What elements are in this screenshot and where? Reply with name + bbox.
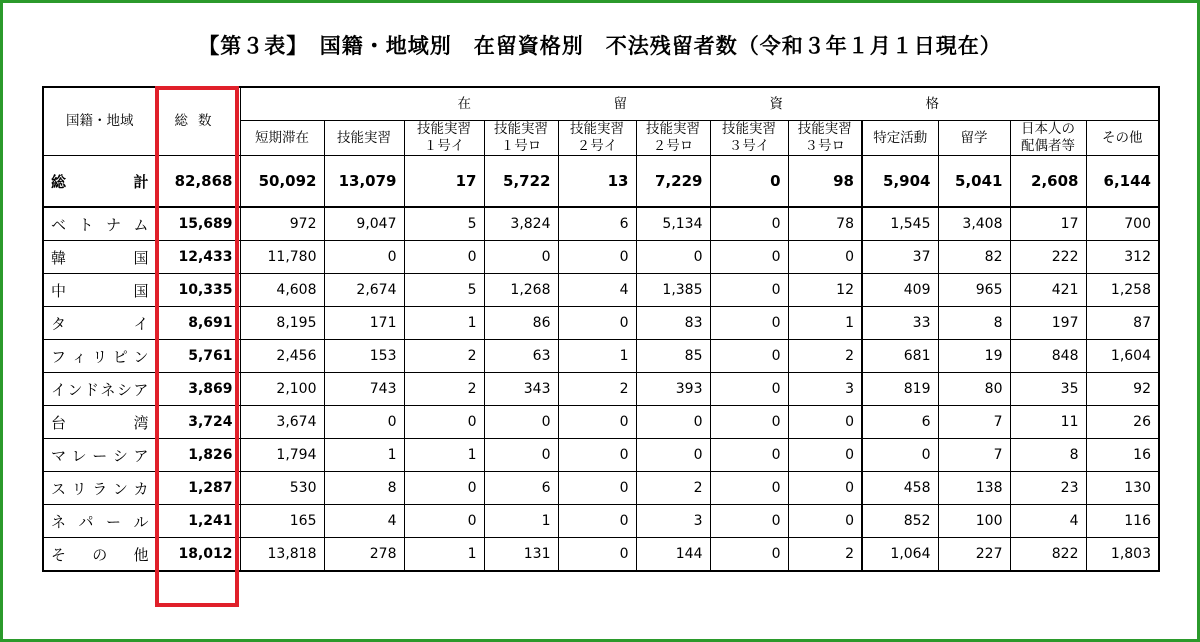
table-row [43, 538, 1159, 572]
value-cell: 92 [1086, 373, 1159, 406]
value-cell: 5 [404, 207, 484, 241]
total-cell: 8,691 [156, 307, 240, 340]
value-cell: 0 [558, 241, 636, 274]
country-char: ト [78, 215, 94, 234]
value-cell: 2 [404, 340, 484, 373]
value-cell: 0 [788, 472, 862, 505]
country-char: 韓 [51, 248, 67, 267]
country-cell [43, 373, 156, 406]
table-row [43, 241, 1159, 274]
value-cell: 2,456 [240, 340, 324, 373]
total-cell: 82,868 [156, 156, 240, 208]
value-cell: 98 [788, 156, 862, 208]
value-cell: 1,604 [1086, 340, 1159, 373]
value-cell: 63 [484, 340, 558, 373]
country-char: カ [133, 479, 149, 498]
value-cell: 2 [636, 472, 710, 505]
value-cell: 0 [710, 307, 788, 340]
value-cell: 0 [710, 472, 788, 505]
value-cell: 0 [324, 406, 404, 439]
table-row [43, 307, 1159, 340]
table-row [43, 505, 1159, 538]
value-cell: 700 [1086, 207, 1159, 241]
value-cell: 278 [324, 538, 404, 572]
residence-status-table [42, 86, 1160, 572]
country-label [51, 379, 149, 400]
value-cell: 0 [324, 241, 404, 274]
value-cell: 6 [862, 406, 938, 439]
table-row [43, 340, 1159, 373]
value-cell: 4 [558, 274, 636, 307]
value-cell: 165 [240, 505, 324, 538]
value-cell: 8 [324, 472, 404, 505]
value-cell: 0 [710, 274, 788, 307]
country-label [51, 412, 149, 433]
value-cell: 0 [710, 207, 788, 241]
value-cell: 23 [1010, 472, 1086, 505]
value-cell: 822 [1010, 538, 1086, 572]
value-cell: 1,794 [240, 439, 324, 472]
total-row [43, 156, 1159, 208]
country-char: 総 [51, 172, 67, 191]
value-cell: 819 [862, 373, 938, 406]
header-column: 技能実習 １号イ [404, 121, 484, 156]
country-char: ナ [105, 215, 121, 234]
header-column: 留学 [938, 121, 1010, 156]
country-cell [43, 340, 156, 373]
value-cell: 2 [788, 538, 862, 572]
total-cell: 15,689 [156, 207, 240, 241]
country-char: 国 [133, 248, 149, 267]
total-cell: 1,241 [156, 505, 240, 538]
status-group-char: 在 [457, 95, 473, 112]
value-cell: 0 [710, 156, 788, 208]
value-cell: 0 [404, 241, 484, 274]
value-cell: 0 [558, 307, 636, 340]
country-char: ラ [92, 479, 108, 498]
value-cell: 33 [862, 307, 938, 340]
country-char: シ [112, 446, 128, 465]
country-cell [43, 439, 156, 472]
value-cell: 4,608 [240, 274, 324, 307]
value-cell: 0 [710, 505, 788, 538]
value-cell: 1,545 [862, 207, 938, 241]
value-cell: 0 [710, 406, 788, 439]
value-cell: 8,195 [240, 307, 324, 340]
value-cell: 82 [938, 241, 1010, 274]
country-char: タ [51, 314, 67, 333]
value-cell: 19 [938, 340, 1010, 373]
value-cell: 5,722 [484, 156, 558, 208]
status-group-char: 資 [769, 95, 785, 112]
value-cell: 0 [788, 439, 862, 472]
value-cell: 1 [404, 307, 484, 340]
value-cell: 6,144 [1086, 156, 1159, 208]
total-cell: 5,761 [156, 340, 240, 373]
value-cell: 13 [558, 156, 636, 208]
country-char: ネ [51, 512, 67, 531]
value-cell: 100 [938, 505, 1010, 538]
country-label [51, 280, 149, 301]
value-cell: 312 [1086, 241, 1159, 274]
page-title: 【第３表】 国籍・地域別 在留資格別 不法残留者数（令和３年１月１日現在） [198, 34, 1002, 58]
country-char: ア [133, 446, 149, 465]
value-cell: 13,079 [324, 156, 404, 208]
value-cell: 343 [484, 373, 558, 406]
country-cell [43, 406, 156, 439]
value-cell: 0 [788, 505, 862, 538]
value-cell: 1,803 [1086, 538, 1159, 572]
table-row [43, 373, 1159, 406]
country-cell [43, 241, 156, 274]
country-cell [43, 207, 156, 241]
total-cell: 10,335 [156, 274, 240, 307]
value-cell: 0 [710, 439, 788, 472]
country-char: そ [51, 545, 67, 564]
value-cell: 848 [1010, 340, 1086, 373]
country-char: ン [112, 479, 128, 498]
value-cell: 11,780 [240, 241, 324, 274]
value-cell: 3 [788, 373, 862, 406]
value-cell: 3,674 [240, 406, 324, 439]
value-cell: 17 [404, 156, 484, 208]
country-char: 中 [51, 281, 67, 300]
total-cell: 3,724 [156, 406, 240, 439]
country-char: パ [78, 512, 94, 531]
country-label [51, 346, 149, 367]
value-cell: 5,134 [636, 207, 710, 241]
value-cell: 0 [404, 505, 484, 538]
country-char: ピ [112, 347, 128, 366]
value-cell: 1,258 [1086, 274, 1159, 307]
country-char: ド [83, 380, 99, 399]
value-cell: 2 [404, 373, 484, 406]
header-status-group [240, 87, 1159, 121]
value-cell: 153 [324, 340, 404, 373]
value-cell: 83 [636, 307, 710, 340]
value-cell: 5,041 [938, 156, 1010, 208]
value-cell: 227 [938, 538, 1010, 572]
value-cell: 2,674 [324, 274, 404, 307]
header-column: 技能実習 ２号イ [558, 121, 636, 156]
header-column: 特定活動 [862, 121, 938, 156]
value-cell: 6 [558, 207, 636, 241]
value-cell: 171 [324, 307, 404, 340]
total-cell: 12,433 [156, 241, 240, 274]
value-cell: 26 [1086, 406, 1159, 439]
value-cell: 0 [558, 439, 636, 472]
value-cell: 0 [788, 406, 862, 439]
value-cell: 197 [1010, 307, 1086, 340]
value-cell: 0 [710, 373, 788, 406]
value-cell: 393 [636, 373, 710, 406]
value-cell: 5 [404, 274, 484, 307]
value-cell: 7,229 [636, 156, 710, 208]
value-cell: 17 [1010, 207, 1086, 241]
total-cell: 3,869 [156, 373, 240, 406]
value-cell: 0 [558, 472, 636, 505]
table-row [43, 472, 1159, 505]
value-cell: 0 [558, 406, 636, 439]
table-row [43, 406, 1159, 439]
value-cell: 972 [240, 207, 324, 241]
value-cell: 85 [636, 340, 710, 373]
value-cell: 0 [710, 241, 788, 274]
header-column: 短期滞在 [240, 121, 324, 156]
value-cell: 50,092 [240, 156, 324, 208]
value-cell: 3,824 [484, 207, 558, 241]
country-label [51, 478, 149, 499]
value-cell: 0 [788, 241, 862, 274]
country-char: リ [71, 479, 87, 498]
total-cell: 1,826 [156, 439, 240, 472]
country-cell [43, 538, 156, 572]
value-cell: 116 [1086, 505, 1159, 538]
value-cell: 78 [788, 207, 862, 241]
country-char: シ [116, 380, 132, 399]
value-cell: 8 [1010, 439, 1086, 472]
value-cell: 11 [1010, 406, 1086, 439]
country-cell [43, 472, 156, 505]
country-char: 台 [51, 413, 67, 432]
header-country: 国籍・地域 [43, 87, 156, 156]
country-char: ン [133, 347, 149, 366]
country-char: ネ [100, 380, 116, 399]
value-cell: 1 [788, 307, 862, 340]
country-label [51, 214, 149, 235]
value-cell: 2 [788, 340, 862, 373]
country-cell [43, 156, 156, 208]
country-char: ー [105, 512, 121, 531]
header-column: 技能実習 １号ロ [484, 121, 558, 156]
country-char: ィ [71, 347, 87, 366]
table-row [43, 207, 1159, 241]
value-cell: 409 [862, 274, 938, 307]
value-cell: 681 [862, 340, 938, 373]
value-cell: 421 [1010, 274, 1086, 307]
country-cell [43, 274, 156, 307]
value-cell: 4 [1010, 505, 1086, 538]
value-cell: 9,047 [324, 207, 404, 241]
value-cell: 1 [404, 538, 484, 572]
country-char: フ [51, 347, 67, 366]
value-cell: 12 [788, 274, 862, 307]
value-cell: 80 [938, 373, 1010, 406]
value-cell: 16 [1086, 439, 1159, 472]
country-char: ス [51, 479, 67, 498]
value-cell: 86 [484, 307, 558, 340]
country-char: マ [51, 446, 67, 465]
country-label [51, 511, 149, 532]
value-cell: 3 [636, 505, 710, 538]
value-cell: 35 [1010, 373, 1086, 406]
country-label [51, 544, 149, 565]
value-cell: 0 [636, 241, 710, 274]
table-row [43, 274, 1159, 307]
country-char: 湾 [133, 413, 149, 432]
value-cell: 37 [862, 241, 938, 274]
value-cell: 1 [324, 439, 404, 472]
value-cell: 3,408 [938, 207, 1010, 241]
value-cell: 7 [938, 406, 1010, 439]
value-cell: 0 [558, 538, 636, 572]
status-group-char: 格 [925, 95, 941, 112]
value-cell: 0 [710, 340, 788, 373]
header-column: 技能実習 ３号ロ [788, 121, 862, 156]
value-cell: 222 [1010, 241, 1086, 274]
total-cell: 1,287 [156, 472, 240, 505]
header-column: その他 [1086, 121, 1159, 156]
country-label [51, 313, 149, 334]
value-cell: 0 [404, 472, 484, 505]
country-char: 他 [133, 545, 149, 564]
total-cell: 18,012 [156, 538, 240, 572]
value-cell: 2 [558, 373, 636, 406]
value-cell: 8 [938, 307, 1010, 340]
value-cell: 458 [862, 472, 938, 505]
country-cell [43, 307, 156, 340]
value-cell: 131 [484, 538, 558, 572]
country-char: イ [51, 380, 67, 399]
value-cell: 130 [1086, 472, 1159, 505]
table-row [43, 439, 1159, 472]
country-char: 計 [133, 172, 149, 191]
value-cell: 965 [938, 274, 1010, 307]
value-cell: 87 [1086, 307, 1159, 340]
value-cell: 0 [484, 241, 558, 274]
value-cell: 0 [636, 406, 710, 439]
country-char: レ [71, 446, 87, 465]
country-char: 国 [133, 281, 149, 300]
value-cell: 0 [558, 505, 636, 538]
value-cell: 743 [324, 373, 404, 406]
value-cell: 4 [324, 505, 404, 538]
value-cell: 0 [404, 406, 484, 439]
country-char: ア [133, 380, 149, 399]
value-cell: 852 [862, 505, 938, 538]
value-cell: 6 [484, 472, 558, 505]
country-char: ン [67, 380, 83, 399]
value-cell: 0 [484, 406, 558, 439]
header-column: 技能実習 ２号ロ [636, 121, 710, 156]
value-cell: 0 [862, 439, 938, 472]
header-column: 日本人の 配偶者等 [1010, 121, 1086, 156]
country-char: ム [133, 215, 149, 234]
country-char: ベ [51, 215, 67, 234]
country-cell [43, 505, 156, 538]
status-group-char: 留 [613, 95, 629, 112]
value-cell: 0 [636, 439, 710, 472]
value-cell: 1 [404, 439, 484, 472]
value-cell: 1,385 [636, 274, 710, 307]
country-char: イ [133, 314, 149, 333]
value-cell: 2,100 [240, 373, 324, 406]
country-label [51, 445, 149, 466]
header-column: 技能実習 ３号イ [710, 121, 788, 156]
country-char: リ [92, 347, 108, 366]
value-cell: 5,904 [862, 156, 938, 208]
value-cell: 1 [558, 340, 636, 373]
country-char: の [92, 545, 108, 564]
value-cell: 144 [636, 538, 710, 572]
country-label [51, 247, 149, 268]
value-cell: 1,064 [862, 538, 938, 572]
value-cell: 138 [938, 472, 1010, 505]
value-cell: 530 [240, 472, 324, 505]
value-cell: 1 [484, 505, 558, 538]
header-total: 総数 [156, 87, 240, 156]
country-label [51, 171, 149, 192]
value-cell: 13,818 [240, 538, 324, 572]
value-cell: 0 [710, 538, 788, 572]
header-column: 技能実習 [324, 121, 404, 156]
value-cell: 1,268 [484, 274, 558, 307]
value-cell: 0 [484, 439, 558, 472]
country-char: ル [133, 512, 149, 531]
value-cell: 2,608 [1010, 156, 1086, 208]
country-char: ー [92, 446, 108, 465]
value-cell: 7 [938, 439, 1010, 472]
